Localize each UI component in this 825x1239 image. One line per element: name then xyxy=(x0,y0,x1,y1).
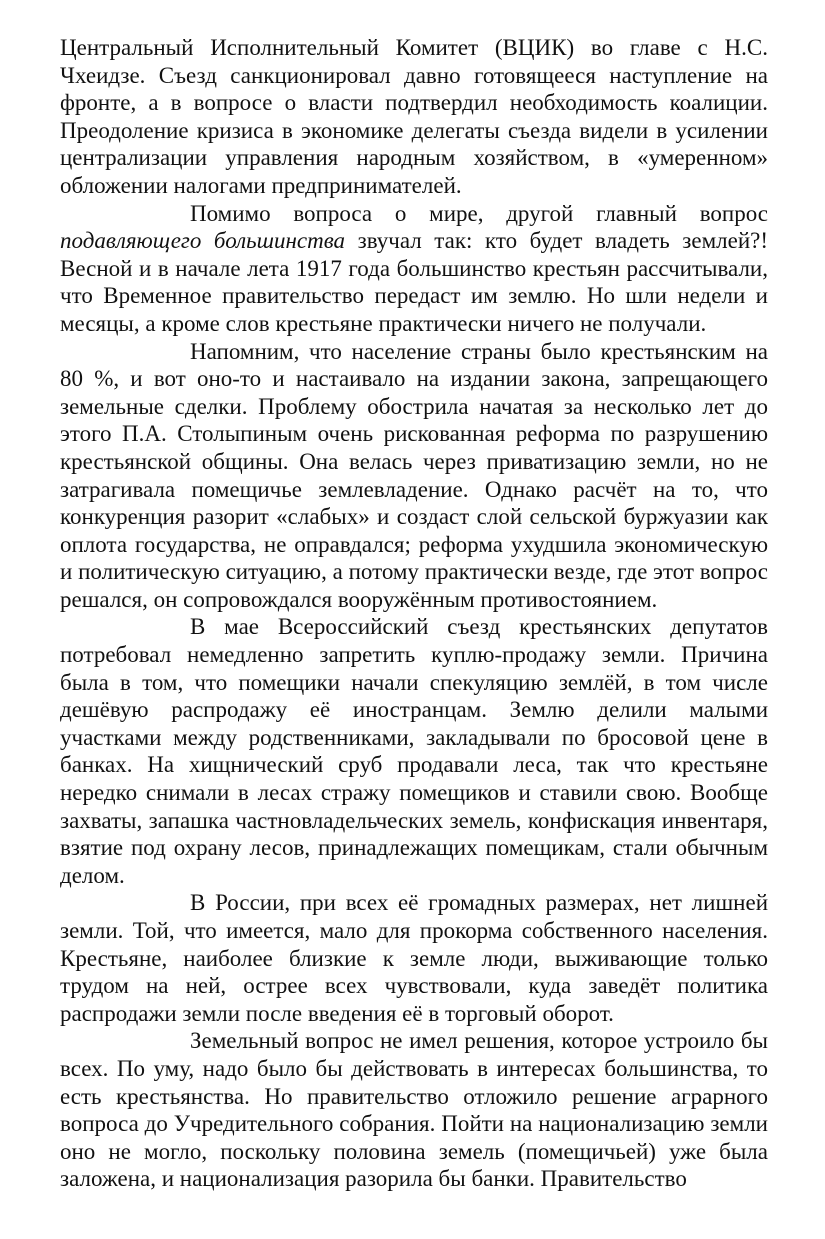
paragraph-6: Земельный вопрос не имел решения, которое устроило бы всех. По уму, надо было бы действовать в интересах большинства, то есть крестьянства. Но правительство отложило решение аграрного вопроса до Учредительного собрания. Пойти на национализацию земли оно не могло, поскольку половина земель (помещичьей) уже была заложена, и национализация разорила бы банки. Правительство xyxy=(60,1028,768,1192)
document-page xyxy=(60,34,768,1193)
paragraph-2-emphasis: подавляющего большинства xyxy=(60,228,346,254)
paragraph-3: Напомним, что население страны было крестьянским на 80 %, и вот оно-то и настаивало на издании закона, запрещающего земельные сделки. Проблему обострила начатая за несколько лет до этого П.А. Столыпиным очень рискованная реформа по разрушению крестьянской общины. Она велась через приватизацию земли, но не затрагивала помещичье землевладение. Однако расчёт на то, что конкуренция разорит «слабых» и создаст слой сельской буржуазии как оплота государства, не оправдался; реформа ухудшила экономическую и политическую ситуацию, а потому практически везде, где этот вопрос решался, он сопровождался вооружённым противостоянием. xyxy=(60,338,768,612)
paragraph-4: В мае Всероссийский съезд крестьянских депутатов потребовал немедленно запретить куплю-продажу земли. Причина была в том, что помещики начали спекуляцию землёй, в том числе дешёвую распродажу её иностранцам. Землю делили малыми участками между родственниками, закладывали по бросовой цене в банках. На хищнический сруб продавали леса, так что крестьяне нередко снимали в лесах стражу помещиков и ставили свою. Вообще захваты, запашка частновладельческих земель, конфискация инвентаря, взятие под охрану лесов, принадлежащих помещикам, стали обычным делом. xyxy=(60,614,768,888)
paragraph-2-text-start: Помимо вопроса о мире, другой главный вопрос xyxy=(190,200,768,226)
paragraph-2 xyxy=(60,200,768,338)
paragraph-5: В России, при всех её громадных размерах, нет лишней земли. Той, что имеется, мало для прокорма собственного населения. Крестьяне, наиболее близкие к земле люди, выживающие только трудом на ней, острее всех чувствовали, куда заведёт политика распродажи земли после введения её в торговый оборот. xyxy=(60,890,768,1026)
paragraph-1: Центральный Исполнительный Комитет (ВЦИК) во главе с Н.С. Чхеидзе. Съезд санкционировал давно готовящееся наступление на фронте, а в вопросе о власти подтвердил необходимость коалиции. Преодоление кризиса в экономике делегаты съезда видели в усилении централизации управления народным хозяйством, в «умеренном» обложении налогами предпринимателей. xyxy=(60,35,768,198)
paragraph-2-text-end: звучал так: кто будет владеть землей?! Весной и в начале лета 1917 года большинство крестьян рассчитывали, что Временное правительство передаст им землю. Но шли недели и месяцы, а кроме слов крестьяне практически ничего не получали. xyxy=(60,228,768,336)
